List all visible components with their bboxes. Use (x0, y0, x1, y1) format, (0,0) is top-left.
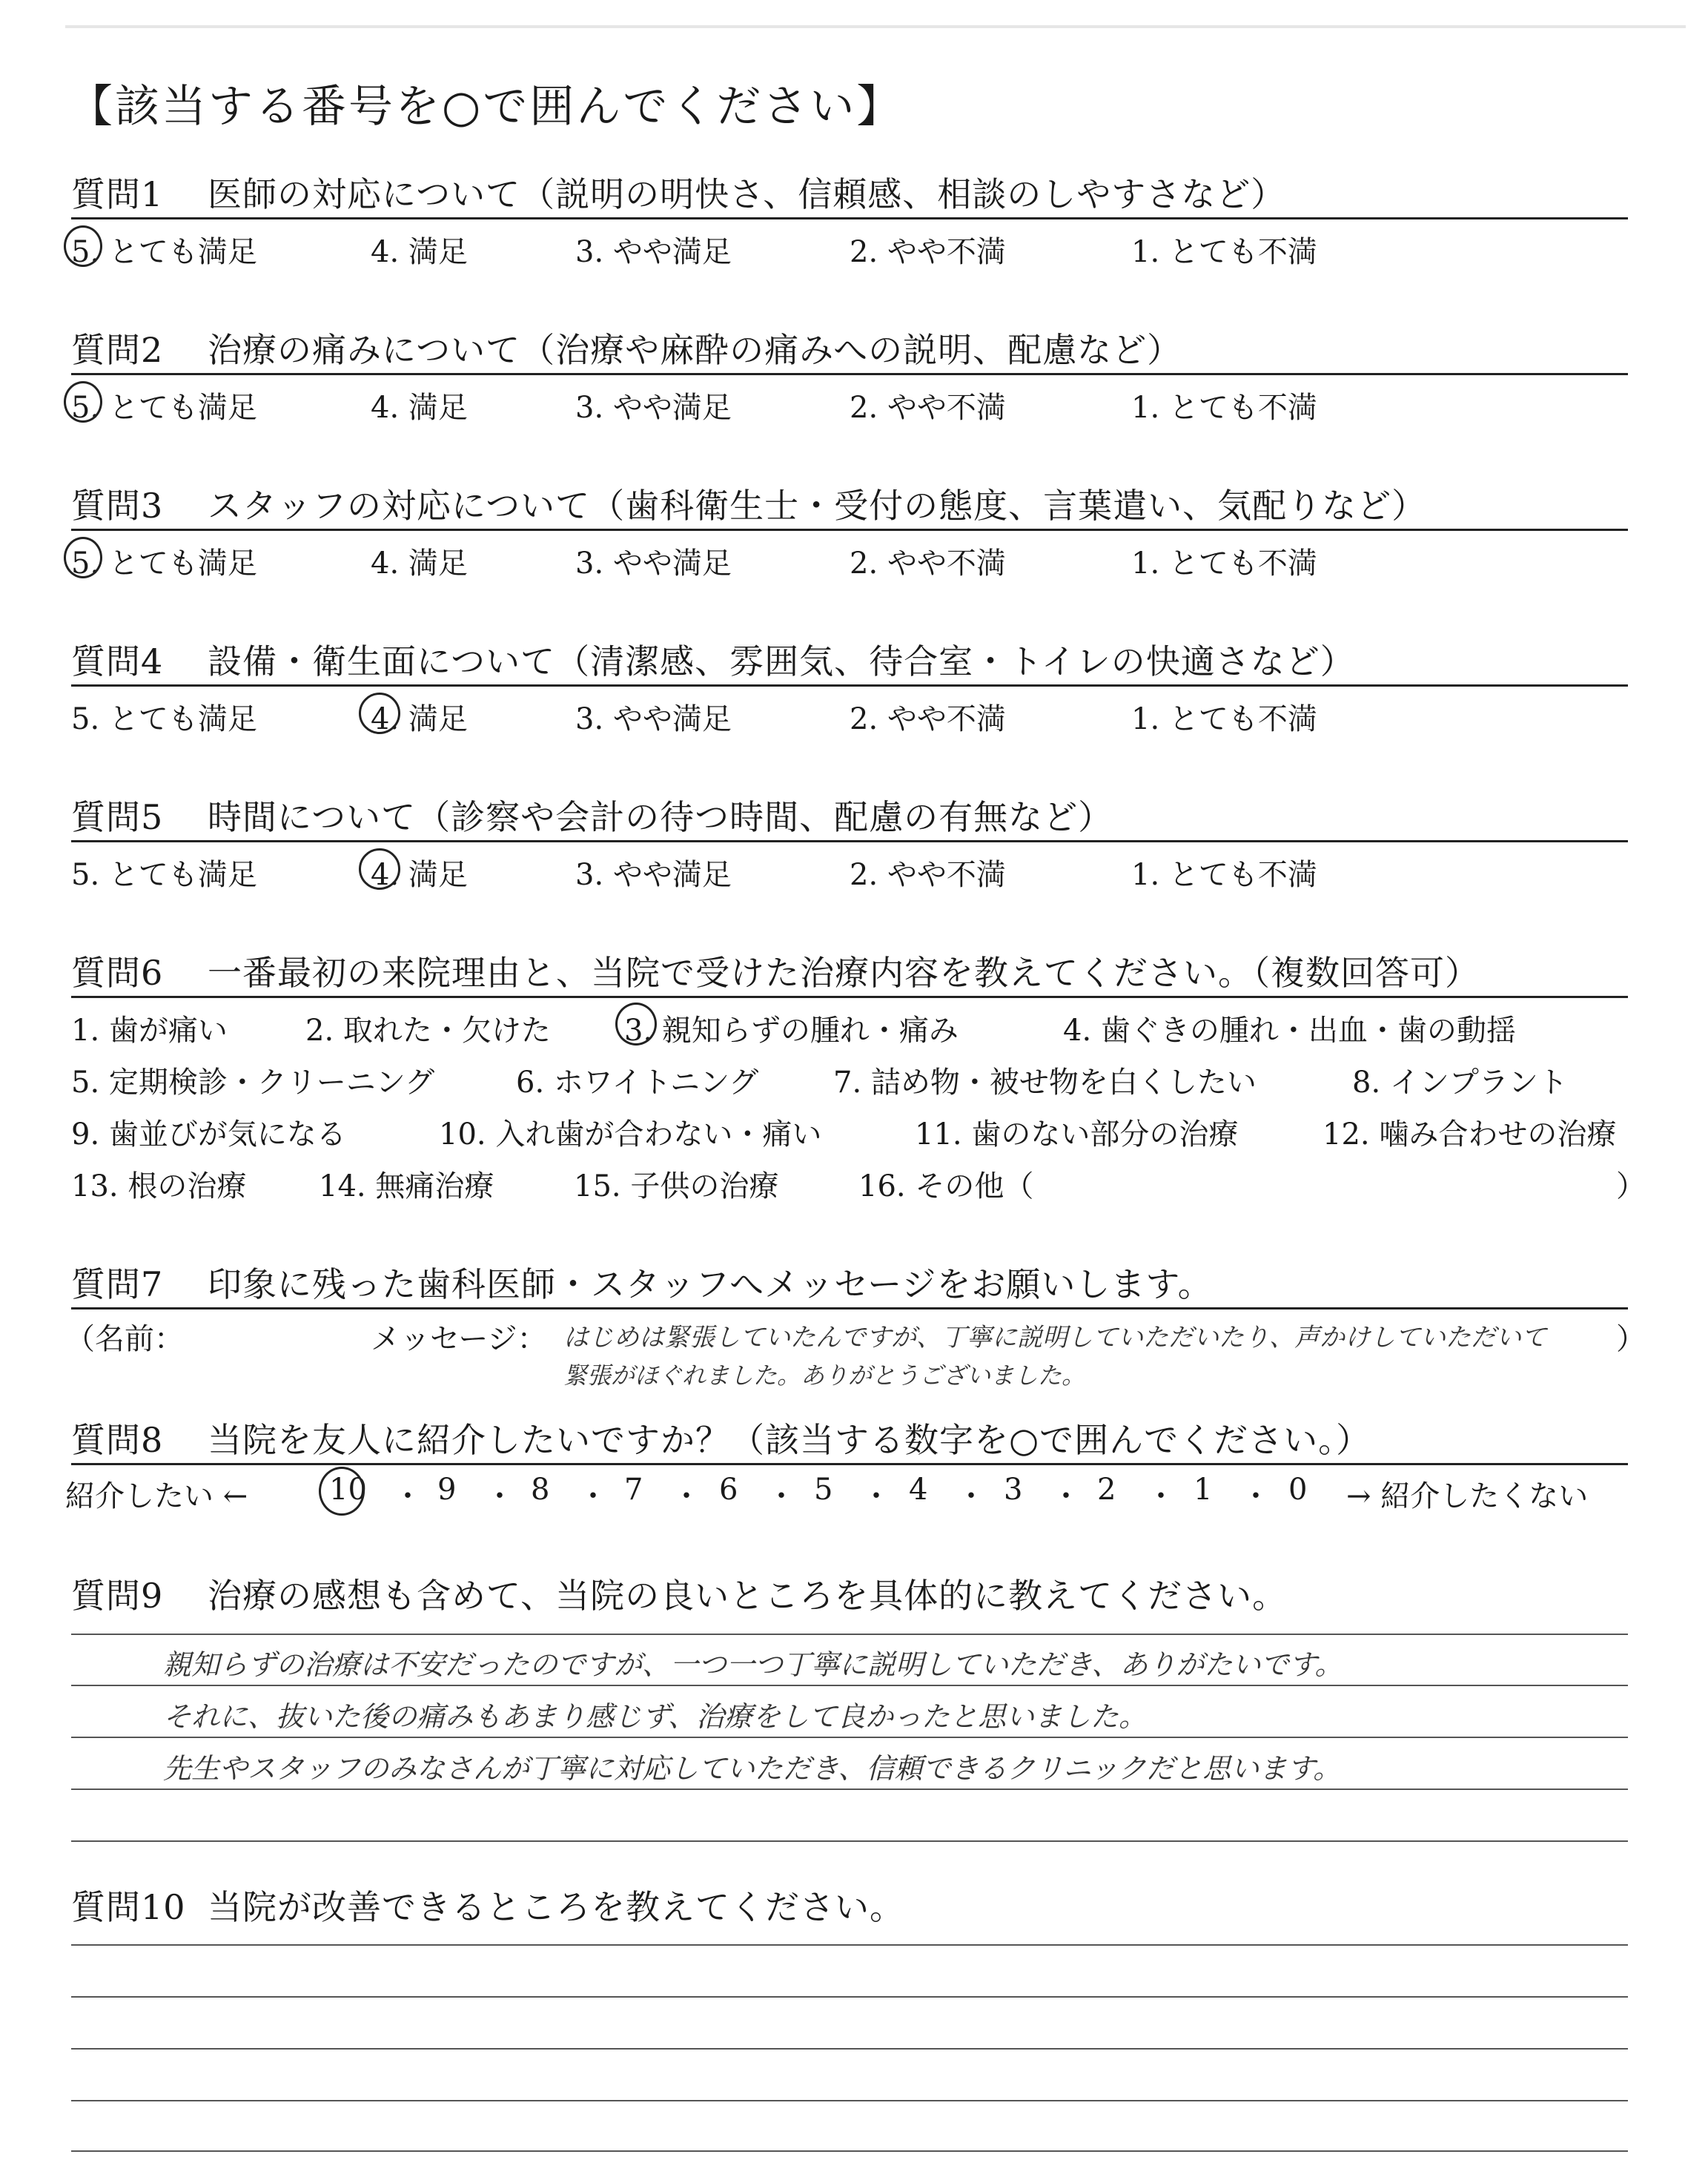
q6-title: 質問6 一番最初の来院理由と、当院で受けた治療内容を教えてください。（複数回答可） (71, 953, 1480, 993)
q1-title: 質問1 医師の対応について（説明の明快さ、信頼感、相談のしやすさなど） (71, 174, 1286, 214)
q4-selection-circle (359, 693, 400, 734)
q8-scale-separator: ・ (861, 1479, 891, 1513)
q6-option-10[interactable]: 10. 入れ歯が合わない・痛い (439, 1117, 822, 1152)
q6-option-16[interactable]: 16. その他（ (858, 1169, 1034, 1203)
q6-selection-circle (615, 1003, 657, 1046)
q7-message-line-1[interactable]: はじめは緊張していたんですが、丁寧に説明していただいたり、声かけしていただいて (563, 1323, 1546, 1353)
q4-option-4[interactable]: 4. 満足 (371, 702, 468, 736)
q2-option-4[interactable]: 4. 満足 (371, 391, 468, 425)
q10-answer-line (71, 2150, 1628, 2152)
q9-answer-line (71, 1737, 1628, 1738)
q6-option-11[interactable]: 11. 歯のない部分の治療 (915, 1117, 1239, 1152)
q6-other-close-paren: ） (1616, 1169, 1646, 1203)
q4-option-2[interactable]: 2. やや不満 (850, 702, 1006, 736)
q5-option-5[interactable]: 5. とても満足 (71, 858, 257, 892)
q8-selection-circle (319, 1467, 365, 1516)
q10-answer-line (71, 1996, 1628, 1998)
q2-rule (71, 373, 1628, 375)
q6-option-8[interactable]: 8. インプラント (1352, 1066, 1568, 1100)
q7-name-label: （名前： (65, 1322, 184, 1356)
q5-title: 質問5 時間について（診察や会計の待つ時間、配慮の有無など） (71, 797, 1113, 837)
q8-title: 質問8 当院を友人に紹介したいですか？（該当する数字を○で囲んでください。） (71, 1420, 1371, 1460)
page-header: 【該当する番号を○で囲んでください】 (68, 81, 904, 133)
q8-scale-7[interactable]: 7 (624, 1473, 643, 1507)
q9-answer-line-1[interactable]: 親知らずの治療は不安だったのですが、一つ一つ丁寧に説明していただき、ありがたいです。 (163, 1648, 1343, 1681)
q5-option-1[interactable]: 1. とても不満 (1131, 858, 1317, 892)
q6-option-15[interactable]: 15. 子供の治療 (574, 1169, 779, 1203)
q8-left-label: 紹介したい ← (65, 1479, 248, 1513)
q8-rule (71, 1463, 1628, 1465)
q1-option-2[interactable]: 2. やや不満 (850, 235, 1006, 269)
q3-selection-circle (64, 537, 102, 578)
q6-option-4[interactable]: 4. 歯ぐきの腫れ・出血・歯の動揺 (1063, 1014, 1516, 1048)
q9-answer-line (71, 1685, 1628, 1686)
q8-scale-6[interactable]: 6 (719, 1473, 738, 1507)
q2-option-5[interactable]: 5. とても満足 (71, 391, 257, 425)
q3-option-2[interactable]: 2. やや不満 (850, 546, 1006, 581)
q8-scale-0[interactable]: 0 (1288, 1473, 1308, 1507)
q8-scale-separator: ・ (393, 1479, 423, 1513)
q6-option-12[interactable]: 12. 噛み合わせの治療 (1323, 1117, 1617, 1152)
q2-title: 質問2 治療の痛みについて（治療や麻酔の痛みへの説明、配慮など） (71, 330, 1182, 370)
q8-scale-1[interactable]: 1 (1194, 1473, 1213, 1507)
q2-option-1[interactable]: 1. とても不満 (1131, 391, 1317, 425)
q3-rule (71, 529, 1628, 531)
q8-scale-separator: ・ (578, 1479, 608, 1513)
q1-option-4[interactable]: 4. 満足 (371, 235, 468, 269)
q5-option-2[interactable]: 2. やや不満 (850, 858, 1006, 892)
q9-answer-line (71, 1634, 1628, 1635)
q8-scale-5[interactable]: 5 (814, 1473, 833, 1507)
q8-scale-separator: ・ (1146, 1479, 1176, 1513)
q4-option-1[interactable]: 1. とても不満 (1131, 702, 1317, 736)
q3-option-4[interactable]: 4. 満足 (371, 546, 468, 581)
q7-rule (71, 1307, 1628, 1309)
q8-scale-10[interactable]: 10 (329, 1473, 367, 1507)
q7-title: 質問7 印象に残った歯科医師・スタッフへメッセージをお願いします。 (71, 1264, 1213, 1304)
q6-option-14[interactable]: 14. 無痛治療 (319, 1169, 494, 1203)
q8-scale-separator: ・ (767, 1479, 796, 1513)
q8-scale-9[interactable]: 9 (437, 1473, 457, 1507)
q8-scale-separator: ・ (672, 1479, 701, 1513)
q6-option-7[interactable]: 7. 詰め物・被せ物を白くしたい (833, 1066, 1257, 1100)
q8-scale-separator: ・ (1241, 1479, 1271, 1513)
q7-message-line-2[interactable]: 緊張がほぐれました。ありがとうございました。 (563, 1361, 1086, 1390)
q1-option-1[interactable]: 1. とても不満 (1131, 235, 1317, 269)
q8-scale-4[interactable]: 4 (909, 1473, 928, 1507)
q6-option-3[interactable]: 3. 親知らずの腫れ・痛み (624, 1014, 959, 1048)
q4-option-5[interactable]: 5. とても満足 (71, 702, 257, 736)
q1-selection-circle (64, 225, 102, 267)
q8-scale-3[interactable]: 3 (1004, 1473, 1023, 1507)
q9-answer-line-2[interactable]: それに、抜いた後の痛みもあまり感じず、治療をして良かったと思いました。 (163, 1700, 1147, 1733)
q6-option-6[interactable]: 6. ホワイトニング (516, 1066, 759, 1100)
q3-option-3[interactable]: 3. やや満足 (575, 546, 732, 581)
q10-answer-line (71, 2100, 1628, 2101)
q9-answer-line-3[interactable]: 先生やスタッフのみなさんが丁寧に対応していただき、信頼できるクリニックだと思います。 (163, 1752, 1342, 1785)
q10-title: 質問10 当院が改善できるところを教えてください。 (71, 1887, 904, 1927)
q5-option-3[interactable]: 3. やや満足 (575, 858, 732, 892)
q8-scale-separator: ・ (1051, 1479, 1081, 1513)
q5-selection-circle (359, 848, 400, 890)
q6-option-13[interactable]: 13. 根の治療 (71, 1169, 247, 1203)
q1-rule (71, 217, 1628, 219)
q8-scale-separator: ・ (956, 1479, 986, 1513)
q4-title: 質問4 設備・衛生面について（清潔感、雰囲気、待合室・トイレの快適さなど） (71, 641, 1355, 681)
q10-answer-line (71, 1944, 1628, 1946)
q4-option-3[interactable]: 3. やや満足 (575, 702, 732, 736)
q3-title: 質問3 スタッフの対応について（歯科衛生士・受付の態度、言葉遣い、気配りなど） (71, 486, 1427, 526)
q8-scale-2[interactable]: 2 (1097, 1473, 1116, 1507)
q9-answer-line (71, 1840, 1628, 1842)
q2-option-3[interactable]: 3. やや満足 (575, 391, 732, 425)
q1-option-3[interactable]: 3. やや満足 (575, 235, 732, 269)
q6-option-1[interactable]: 1. 歯が痛い (71, 1014, 228, 1048)
q8-scale-separator: ・ (485, 1479, 514, 1513)
q3-option-5[interactable]: 5. とても満足 (71, 546, 257, 581)
q2-option-2[interactable]: 2. やや不満 (850, 391, 1006, 425)
q6-option-2[interactable]: 2. 取れた・欠けた (305, 1014, 551, 1048)
q4-rule (71, 684, 1628, 687)
q6-option-9[interactable]: 9. 歯並びが気になる (71, 1117, 346, 1152)
q7-close-paren: ） (1616, 1322, 1646, 1356)
q1-option-5[interactable]: 5. とても満足 (71, 235, 257, 269)
q6-rule (71, 996, 1628, 998)
q6-option-5[interactable]: 5. 定期検診・クリーニング (71, 1066, 435, 1100)
q5-option-4[interactable]: 4. 満足 (371, 858, 468, 892)
q9-title: 質問9 治療の感想も含めて、当院の良いところを具体的に教えてください。 (71, 1576, 1288, 1616)
q9-answer-line (71, 1789, 1628, 1790)
q2-selection-circle (64, 381, 102, 423)
q8-scale-8[interactable]: 8 (531, 1473, 550, 1507)
q5-rule (71, 840, 1628, 842)
q3-option-1[interactable]: 1. とても不満 (1131, 546, 1317, 581)
q10-answer-line (71, 2048, 1628, 2050)
top-border (65, 25, 1686, 28)
q8-right-label: → 紹介したくない (1346, 1479, 1589, 1513)
q7-message-label: メッセージ： (371, 1322, 547, 1356)
